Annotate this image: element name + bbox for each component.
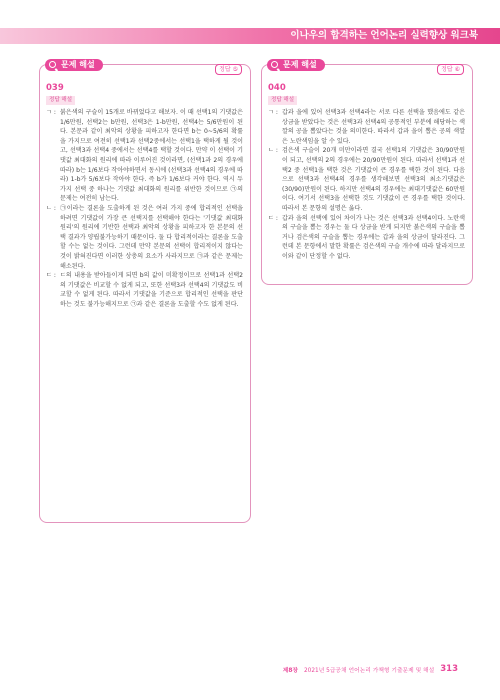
question-number: 039 — [46, 83, 64, 93]
item-marker: ㄷ : — [46, 272, 56, 280]
explanation-item — [46, 108, 243, 204]
explanation-body — [46, 108, 243, 309]
footer-description: 2021년 5급공채 언어논리 가책형 기출문제 및 해설 — [303, 667, 435, 674]
item-marker: ㄴ : — [46, 204, 56, 212]
explanation-item — [268, 146, 465, 213]
search-icon — [271, 61, 278, 68]
answer-explanation-label: 정답 해설 — [46, 96, 75, 105]
header-bar — [0, 28, 500, 44]
explanation-item — [46, 204, 243, 271]
item-text: 갑과 을에 있어 선택3과 선택4라는 서로 다른 선택을 했음에도 같은 상금을 받았다는 것은 선택3과 선택4의 공통적인 부분에 해당하는 색깔의 공을 뽑았다는 것을 의미한다. 따라서 갑과 을이 뽑은 공의 색깔은 노란색임을 알 수 있다. — [282, 109, 465, 145]
question-039-panel — [39, 60, 251, 523]
tag-label: 문제 해설 — [283, 60, 317, 69]
explanation-body — [268, 108, 465, 262]
explanation-tag — [45, 59, 103, 71]
search-icon — [49, 61, 56, 68]
chapter-label — [283, 665, 298, 674]
question-040-panel — [261, 60, 473, 285]
item-text: ㉠이라는 결론을 도출하게 된 것은 여러 가지 중에 합리적인 선택을 하려면 기댓값이 가장 큰 선택지를 선택해야 한다는 '기댓값 최대화 원리'의 원리에 기반한 선택과 최악의 상황을 피하고자 한 본문의 선택 결과가 양립불가능하기 때문이다. 둘 다 합리적이라는 결론을 도출할 수는 없는 것이다. 그런데 만약 본문의 선택이 합리적이지 않다는 것이 밝혀진다면 이러한 상충의 요소가 사라지므로 ㉠과 같은 문제는 해소된다. — [60, 204, 243, 270]
item-text: 붉은색의 구슬이 15개로 바뀌었다고 해보자. 이 때 선택1의 기댓값은 1/6만원, 선택2는 b만원, 선택3은 1-b만원, 선택4는 5/6만원이 된다. 본문과 같이 최악의 상황을 피하고자 한다면 b는 0~5/6의 확률을 가지므로 여전히 선택1과 선택2중에서는 선택1을 택하게 될 것이고, 선택3과 선택4 중에서는 선택4를 택할 것이다. 만약 이 선택이 기댓값 최대화의 원리에 따라 이루어진 것이라면, (선택1과 2의 경우에 따라) b는 1/6보다 작아야하면서 동시에 (선택3과 선택4의 경우에 따라) 1-b가 5/6보다 작아야 한다. 즉 b가 1/6보다 커야 한다. 역시 두 가지 선택 중 하나는 기댓값 최대화의 원리를 위반한 것이므로 ㉠의 문제는 여전히 남는다. — [60, 109, 243, 203]
tag-label: 문제 해설 — [61, 60, 95, 69]
item-text: ㄷ의 내용을 받아들이게 되면 b의 값이 미확정이므로 선택1과 선택2의 기댓값은 비교할 수 없게 되고, 또한 선택3과 선택4의 기댓값도 비교할 수 없게 된다. 따라서 기댓값을 기준으로 합리적인 선택을 판단하는 것도 불가능해지므로 ㉠과 같은 결론을 도출할 수도 없게 된다. — [60, 272, 243, 308]
item-marker: ㄴ : — [268, 147, 278, 155]
item-marker: ㄱ : — [268, 109, 278, 116]
item-marker: ㄱ : — [46, 109, 56, 116]
explanation-tag — [267, 59, 325, 71]
answer-explanation-label: 정답 해설 — [268, 96, 297, 105]
book-title: 이나우의 합격하는 언어논리 실력향상 워크북 — [290, 30, 478, 41]
answer-badge: 정답 ⑥ — [437, 64, 464, 75]
item-marker: ㄷ : — [268, 214, 278, 222]
page-number: 313 — [440, 664, 458, 674]
explanation-item — [268, 108, 465, 146]
explanation-item — [46, 271, 243, 309]
answer-badge: 정답 ⑤ — [215, 64, 242, 75]
item-text: 갑과 을의 선택에 있어 차이가 나는 것은 선택3과 선택4이다. 노란색의 구슬을 뽑는 경우는 둘 다 상금을 받게 되지만 붉은색의 구슬을 뽑거나 검은색의 구슬을 뽑는 경우에는 갑과 을의 상금이 달라진다. 그런데 본 문항에서 말한 확률은 검은색의 구슬 개수에 따라 달라지므로 이와 같이 단정할 수 없다. — [282, 214, 465, 260]
page-footer — [283, 664, 458, 674]
explanation-item — [268, 214, 465, 262]
item-text: 검은색 구슬이 20개 미만이라면 결국 선택1의 기댓값은 30/90만원이 되고, 선택의 2의 경우에는 20/90만원이 된다. 따라서 선택1과 선택2 중 선택1을 택한 것은 기댓값이 큰 경우를 택한 것이 된다. 다음으로 선택3과 선택4의 경우를 생각해보면 선택3의 최소기댓값은 (30/90)만원이 된다. 하지만 선택4의 경우에는 최대기댓값은 60만원이다. 여기서 선택3을 선택한 것도 기댓값이 큰 경우를 택한 것이다. 따라서 본 문항의 설명은 옳다. — [282, 147, 465, 212]
chapter-number: 제8장 — [282, 667, 298, 674]
question-number: 040 — [268, 83, 286, 93]
